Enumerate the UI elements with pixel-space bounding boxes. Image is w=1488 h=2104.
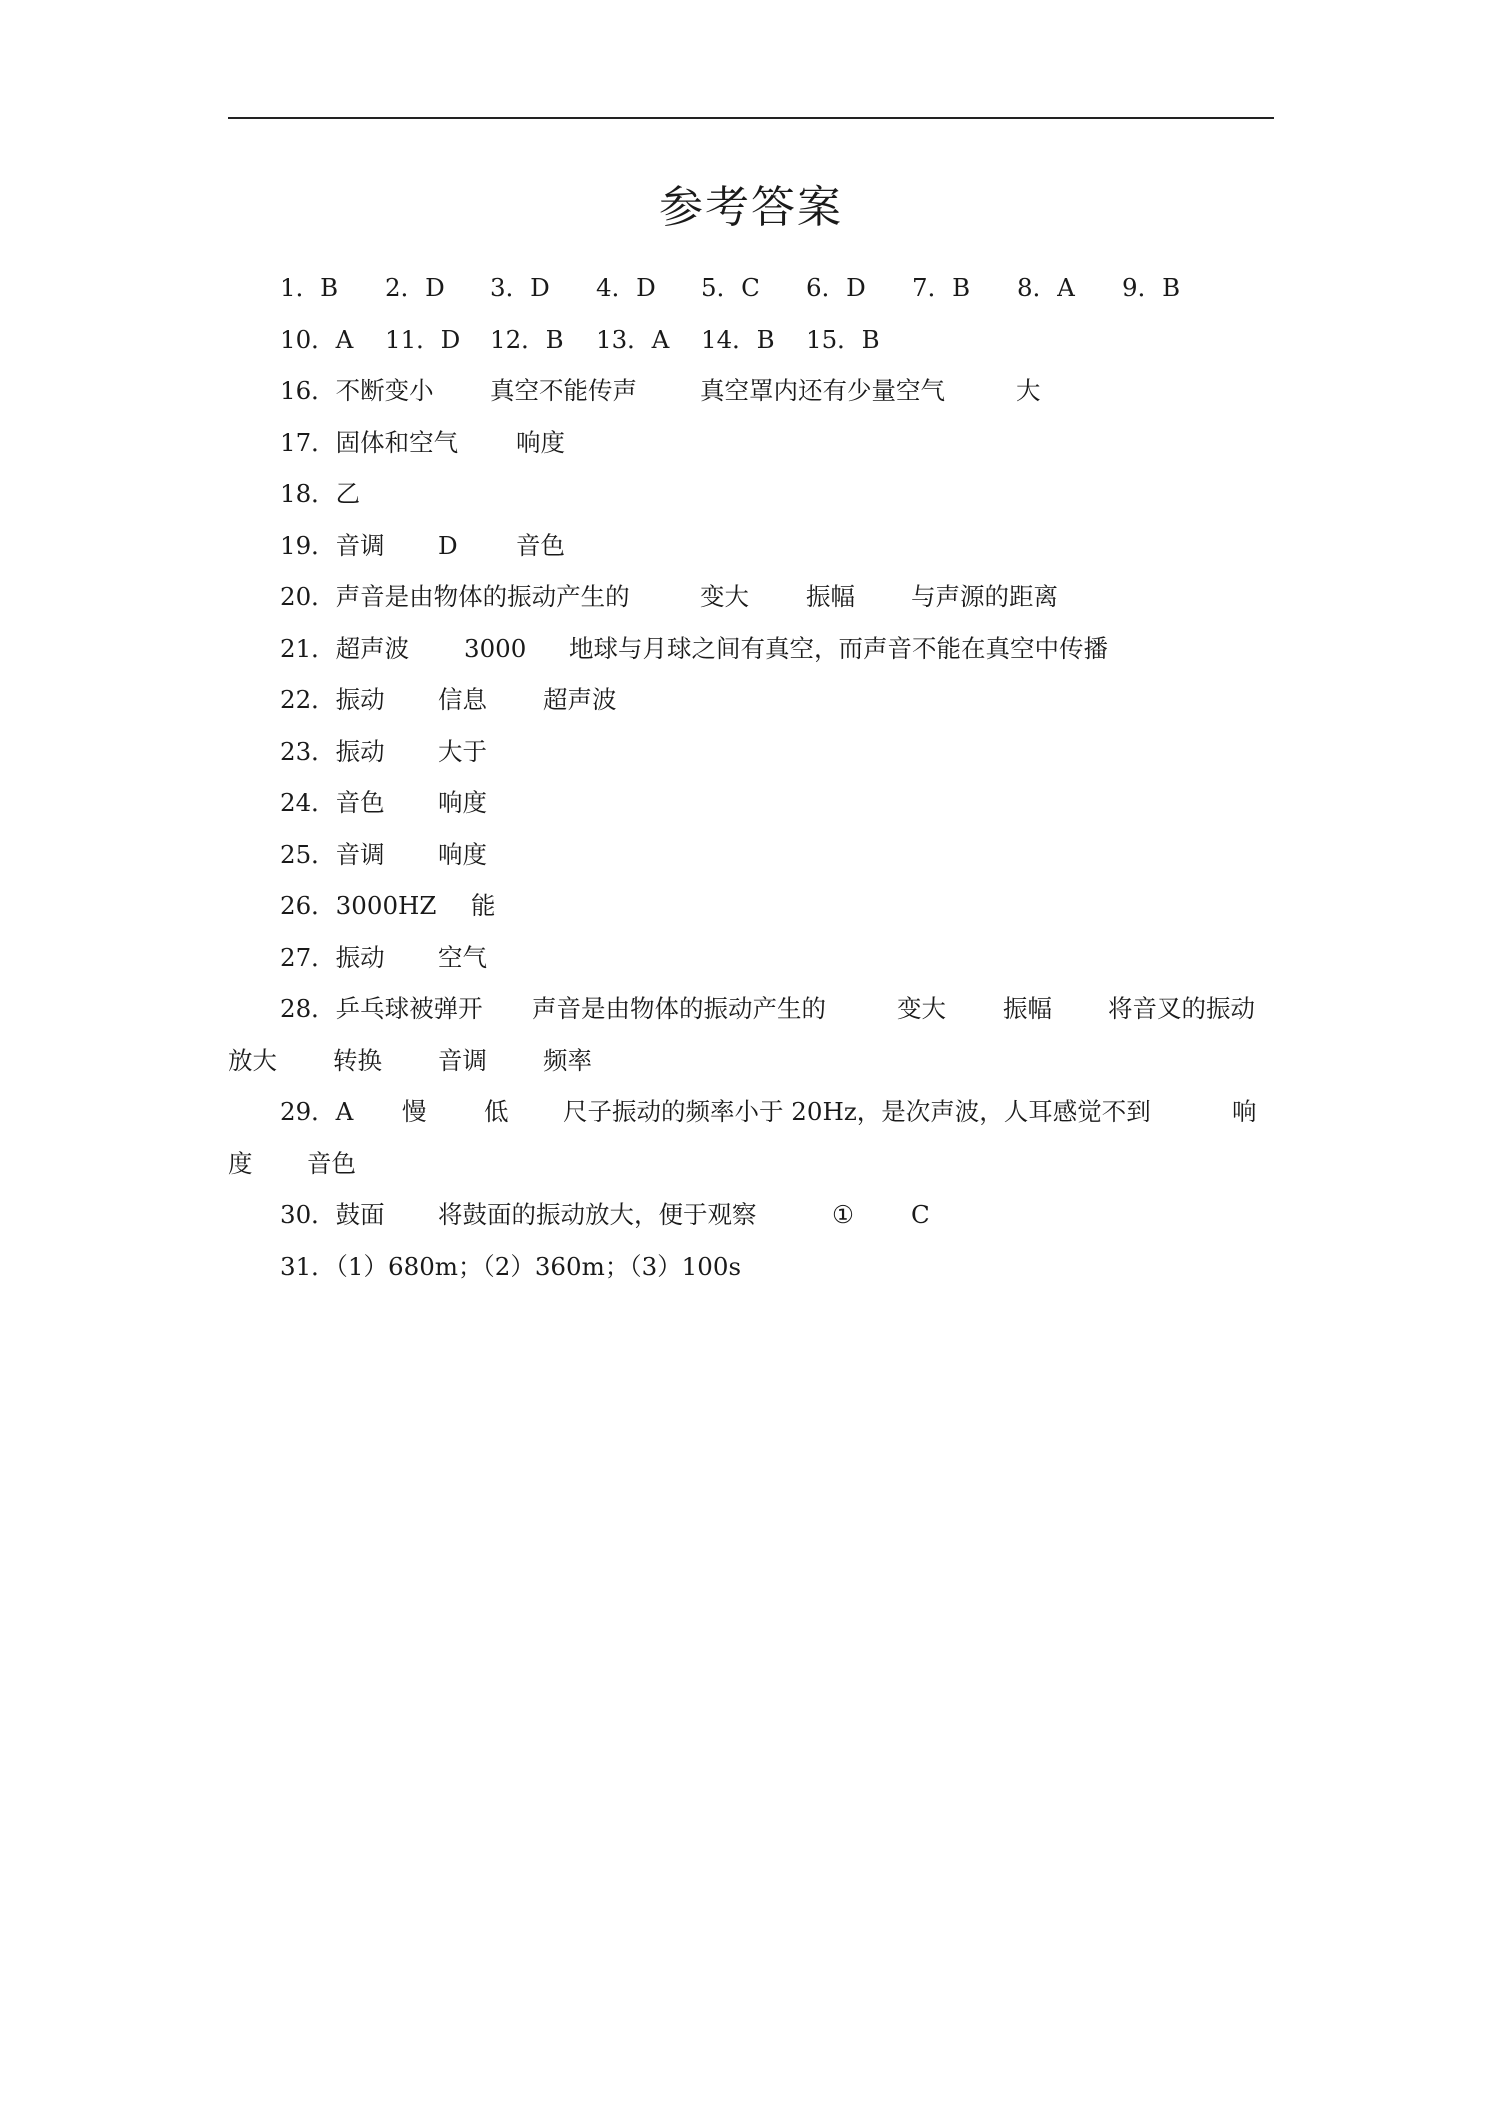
answer-part: 28．乒乓球被弹开	[280, 994, 483, 1023]
answer-19	[228, 520, 1274, 572]
choice-answer: 14．B	[701, 324, 775, 354]
answer-part: 21．超声波	[280, 633, 410, 663]
answer-part: 频率	[543, 1045, 592, 1075]
answer-part: 22．振动	[280, 685, 385, 714]
answer-part: 转换	[333, 1045, 382, 1075]
answer-part: 24．音色	[280, 788, 385, 817]
choice-row	[228, 314, 1274, 366]
answer-part: 将鼓面的振动放大，便于观察	[438, 1200, 757, 1229]
answer-28	[228, 983, 1274, 1035]
choice-answer: 12．B	[490, 324, 564, 354]
answer-16	[228, 365, 1274, 417]
answer-part: 与声源的距离	[911, 582, 1058, 611]
answer-part: 响	[1232, 1097, 1257, 1126]
answer-part: 能	[471, 891, 496, 920]
choice-answer: 10．A	[280, 324, 354, 354]
answer-part: 大于	[438, 736, 487, 766]
choice-row	[228, 262, 1274, 314]
answer-23	[228, 726, 1274, 778]
answer-29	[228, 1086, 1274, 1138]
answer-part: 17．固体和空气	[280, 427, 459, 457]
answer-part: D	[438, 530, 458, 560]
answer-17	[228, 417, 1274, 469]
answer-part: 放大	[228, 1045, 277, 1075]
answer-30	[228, 1189, 1274, 1241]
answer-part: 16．不断变小	[280, 376, 434, 405]
choice-answer: 13．A	[596, 324, 670, 354]
answer-27	[228, 932, 1274, 984]
answer-part: 音调	[438, 1045, 487, 1075]
answer-part: 变大	[700, 582, 749, 611]
choice-answer: 9．B	[1122, 273, 1181, 302]
choice-answer: 6．D	[806, 273, 866, 302]
answer-part: 慢	[402, 1097, 427, 1126]
answer-31	[228, 1241, 1274, 1293]
answer-part: 3000	[464, 633, 527, 663]
answer-part: 超声波	[543, 685, 617, 714]
answer-part: 23．振动	[280, 736, 385, 766]
answer-part: 27．振动	[280, 942, 385, 972]
answer-part: 振幅	[1003, 994, 1052, 1023]
answer-part: C	[911, 1200, 930, 1229]
answer-part: 真空罩内还有少量空气	[700, 376, 945, 405]
answer-part: 声音是由物体的振动产生的	[532, 994, 826, 1023]
answer-18	[228, 468, 1274, 520]
answer-part: 26．3000HZ	[280, 891, 437, 920]
answer-part: 18．乙	[280, 479, 361, 508]
answer-part: 将音叉的振动	[1108, 994, 1255, 1023]
answer-part: 29．A	[280, 1097, 354, 1126]
choice-answer: 11．D	[385, 324, 461, 354]
answer-part: 响度	[438, 839, 487, 869]
choice-answer: 7．B	[912, 273, 971, 302]
answer-22	[228, 674, 1274, 726]
answer-part: 低	[484, 1097, 509, 1126]
answer-part: 音色	[307, 1148, 356, 1178]
answer-part: 振幅	[806, 582, 855, 611]
answer-25	[228, 829, 1274, 881]
answer-part: 音色	[516, 530, 565, 560]
answer-part: 响度	[438, 788, 487, 817]
page-title: 参考答案	[659, 182, 843, 233]
answer-21	[228, 623, 1274, 675]
answer-26	[228, 880, 1274, 932]
answer-part: 空气	[438, 942, 487, 972]
answer-29-continued	[228, 1138, 1274, 1190]
answer-28-continued	[228, 1035, 1274, 1087]
answer-part: 20．声音是由物体的振动产生的	[280, 582, 630, 611]
choice-answer: 15．B	[806, 324, 880, 354]
header-rule	[228, 117, 1274, 119]
answer-part: 真空不能传声	[490, 376, 637, 405]
answer-24	[228, 777, 1274, 829]
answer-part: 尺子振动的频率小于 20Hz，是次声波，人耳感觉不到	[563, 1097, 1151, 1126]
answer-part: 25．音调	[280, 839, 385, 869]
choice-answer: 1．B	[280, 273, 339, 302]
answer-20	[228, 571, 1274, 623]
answer-list	[228, 262, 1274, 1292]
answer-part: 31．（1）680m；（2）360m；（3）100s	[280, 1251, 742, 1281]
answer-part: 地球与月球之间有真空，而声音不能在真空中传播	[569, 633, 1108, 663]
choice-answer: 8．A	[1017, 273, 1075, 302]
answer-part: ①	[832, 1200, 854, 1229]
choice-answer: 3．D	[490, 273, 550, 302]
answer-part: 19．音调	[280, 530, 385, 560]
answer-part: 响度	[516, 427, 565, 457]
choice-answer: 4．D	[596, 273, 656, 302]
answer-part: 30．鼓面	[280, 1200, 385, 1229]
answer-part: 信息	[438, 685, 487, 714]
answer-part: 大	[1016, 376, 1041, 405]
answer-part: 变大	[897, 994, 946, 1023]
choice-answer: 2．D	[385, 273, 445, 302]
answer-part: 度	[228, 1148, 253, 1178]
choice-answer: 5．C	[701, 273, 760, 302]
